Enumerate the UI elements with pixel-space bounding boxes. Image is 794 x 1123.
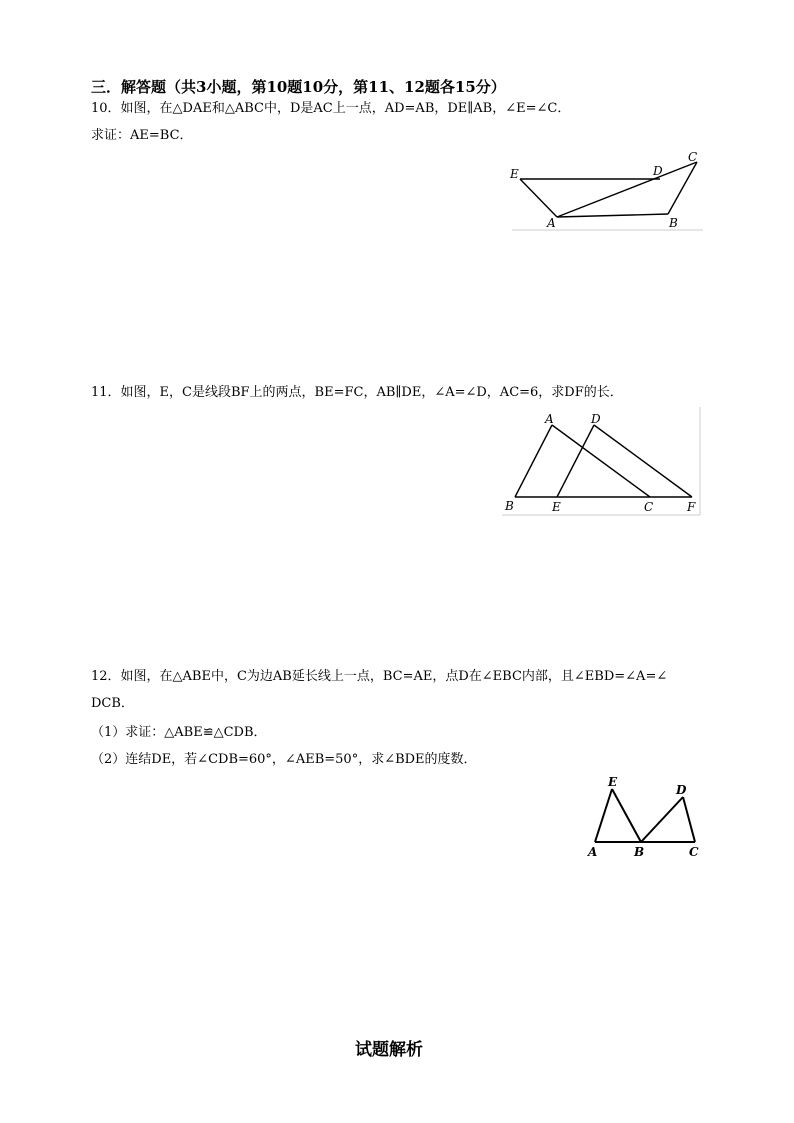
label-D: D — [653, 164, 663, 178]
label-A: A — [588, 845, 598, 859]
segment-DC — [683, 797, 695, 842]
label-B: B — [634, 845, 645, 859]
label-E: E — [510, 167, 519, 181]
label-A: A — [547, 216, 556, 230]
segment-AB — [557, 214, 668, 217]
q12-part1: （1）求证：△ABE≌△CDB． — [91, 725, 267, 740]
q12-part2: （2）连结DE，若∠CDB=60°，∠AEB=50°，求∠BDE的度数． — [91, 752, 477, 767]
q10-statement: 10．如图，在△DAE和△ABC中，D是AC上一点，AD=AB，DE∥AB，∠E=∠C． — [91, 101, 571, 116]
q10-prove: 求证：AE=BC． — [91, 128, 193, 143]
label-B: B — [505, 499, 514, 513]
label-D: D — [591, 412, 601, 426]
label-C: C — [644, 500, 654, 514]
segment-AE — [595, 789, 612, 842]
analysis-heading: 试题解析 — [355, 1040, 423, 1060]
label-A: A — [545, 412, 554, 426]
segment-BA — [515, 425, 552, 497]
segment-EB — [612, 789, 641, 842]
q10-figure — [505, 150, 705, 232]
label-F: F — [687, 500, 696, 514]
segment-BD — [641, 797, 683, 842]
segment-AC — [557, 162, 697, 217]
segment-DF — [594, 425, 692, 497]
label-B: B — [669, 216, 678, 230]
section-title: 三．解答题（共3小题，第10题10分，第11、12题各15分） — [91, 78, 506, 96]
label-D: D — [676, 783, 687, 797]
label-E: E — [608, 775, 618, 789]
segment-BC — [668, 162, 697, 214]
q12-statement-cont: DCB． — [91, 696, 134, 711]
segment-AC — [552, 425, 650, 497]
q12-statement: 12．如图，在△ABE中，C为边AB延长线上一点，BC=AE，点D在∠EBC内部，且∠EBD=∠A=∠ — [91, 669, 668, 684]
q11-statement: 11．如图，E，C是线段BF上的两点，BE=FC，AB∥DE，∠A=∠D，AC=6，求DF的长． — [91, 385, 623, 400]
label-E: E — [552, 500, 561, 514]
q12-figure — [585, 772, 705, 862]
segment-EA — [520, 179, 557, 217]
segment-ED — [557, 425, 594, 497]
label-C: C — [689, 845, 699, 859]
label-C: C — [688, 150, 698, 164]
q11-figure — [500, 405, 705, 517]
